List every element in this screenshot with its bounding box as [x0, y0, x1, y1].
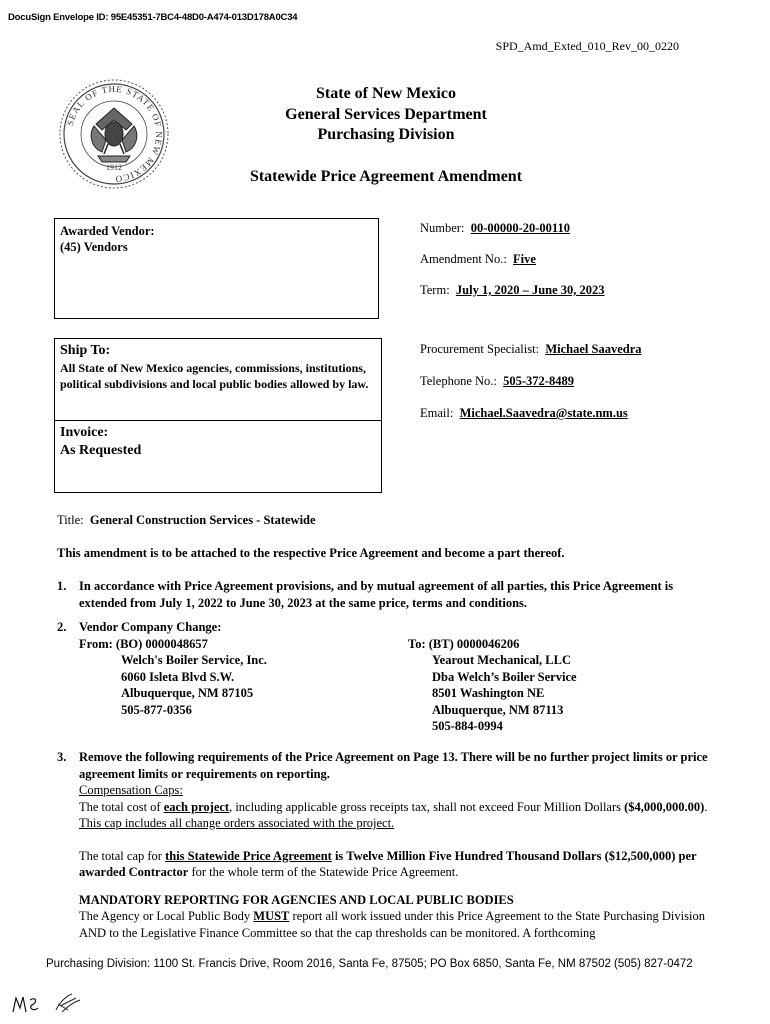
mandatory-reporting-heading: MANDATORY REPORTING FOR AGENCIES AND LOCAL PUBLIC BODIES — [79, 892, 514, 907]
telephone-value: 505-372-8489 — [503, 374, 574, 388]
number-label: Number: — [420, 221, 465, 235]
document-reference: SPD_Amd_Exted_010_Rev_00_0220 — [495, 39, 679, 53]
to-label: To: (BT) 0000046206 — [408, 636, 520, 651]
item-1-text: In accordance with Price Agreement provisions, and by mutual agreement of all parties, this Price Agreement is extended from July 1, 2022 to June 30, 2023 at the same price, terms and conditions. — [79, 579, 674, 610]
header-state: State of New Mexico — [316, 85, 456, 102]
item-2-number: 2. — [57, 620, 67, 634]
invoice-label: Invoice: — [60, 425, 109, 440]
telephone — [420, 374, 574, 389]
awarded-vendor-label: Awarded Vendor: — [60, 224, 155, 238]
item-2 — [57, 619, 717, 736]
compensation-caps-heading: Compensation Caps: — [79, 783, 183, 797]
from-vendor — [79, 636, 267, 719]
from-line: Welch's Boiler Service, Inc. — [121, 653, 267, 667]
email — [420, 406, 628, 421]
from-label: From: (BO) 0000048657 — [79, 636, 208, 651]
item-2-heading: Vendor Company Change: — [79, 620, 222, 634]
state-seal — [58, 78, 170, 190]
from-line: Albuquerque, NM 87105 — [121, 686, 254, 700]
header-department: General Services Department — [285, 105, 487, 123]
item-1 — [57, 578, 717, 611]
header-division: Purchasing Division — [317, 126, 455, 143]
term-label: Term: — [420, 283, 450, 297]
telephone-label: Telephone No.: — [420, 374, 497, 388]
agreement-title — [57, 513, 316, 528]
from-line: 505-877-0356 — [121, 702, 192, 717]
number-value: 00-00000-20-00110 — [470, 221, 570, 235]
awarded-vendor-box — [54, 218, 379, 319]
to-line: 8501 Washington NE — [432, 686, 545, 700]
to-line: 505-884-0994 — [432, 719, 503, 733]
intro-statement: This amendment is to be attached to the respective Price Agreement and become a part thereof. — [57, 546, 565, 560]
document-title: Statewide Price Agreement Amendment — [249, 168, 523, 185]
amendment-number — [420, 252, 536, 267]
page-header — [230, 84, 542, 146]
term-value: July 1, 2020 – June 30, 2023 — [455, 283, 605, 297]
item-3 — [57, 749, 717, 941]
specialist-label: Procurement Specialist: — [420, 342, 540, 356]
seal-year: 1912 — [106, 163, 122, 172]
agreement-number — [420, 221, 570, 236]
specialist-value: Michael Saavedra — [545, 342, 642, 356]
email-value[interactable]: Michael.Saavedra@state.nm.us — [459, 406, 628, 420]
page-footer: Purchasing Division: 1100 St. Francis Drive, Room 2016, Santa Fe, 87505; PO Box 6850, Santa Fe, NM 87502 (505) 827-0472 — [46, 958, 693, 970]
item-1-number: 1. — [57, 579, 67, 593]
to-vendor — [408, 636, 577, 735]
ship-to-label: Ship To: — [60, 343, 111, 358]
invoice-value: As Requested — [60, 443, 142, 458]
awarded-vendor-value: (45) Vendors — [60, 240, 128, 254]
procurement-specialist — [420, 342, 642, 357]
agreement-cap-paragraph: The total cap for this Statewide Price Agreement is Twelve Million Five Hundred Thousand Dollars ($12,500,000) per awarded Contractor for the whole term of the Statewide Price Agreement. — [79, 848, 697, 879]
item-3-text: Remove the following requirements of the Price Agreement on Page 13. There will be no further project limits or price agreement limits or requirements on reporting. — [79, 750, 708, 781]
to-line: Albuquerque, NM 87113 — [432, 702, 564, 717]
handwritten-initials — [10, 988, 90, 1018]
from-line: 6060 Isleta Blvd S.W. — [121, 669, 235, 684]
title-label: Title: — [57, 513, 84, 527]
seal-text: SEAL OF THE STATE OF NEW MEXICO — [64, 83, 165, 185]
to-line: Dba Welch’s Boiler Service — [432, 669, 577, 684]
docusign-envelope-id: DocuSign Envelope ID: 95E45351-7BC4-48D0-A474-013D178A0C34 — [8, 12, 298, 23]
agreement-term — [420, 283, 605, 298]
item-3-number: 3. — [57, 750, 67, 764]
to-line: Yearout Mechanical, LLC — [432, 653, 571, 667]
amendment-label: Amendment No.: — [420, 252, 507, 266]
project-cap-paragraph: The total cost of each project, including applicable gross receipts tax, shall not exceed Four Million Dollars ($4,000,000.00). This cap includes all change orders associated with the project. — [79, 799, 708, 830]
title-value: General Construction Services - Statewide — [89, 513, 316, 527]
mandatory-reporting-paragraph: The Agency or Local Public Body MUST report all work issued under this Price Agreement to the State Purchasing Division AND to the Legislative Finance Committee so that the cap thresholds can be monitored. A forthcoming — [79, 909, 705, 940]
ship-to-box — [54, 338, 382, 493]
ship-to-value: All State of New Mexico agencies, commissions, institutions, political subdivisions and local public bodies allowed by law. — [60, 361, 369, 391]
amendment-value: Five — [513, 252, 536, 266]
email-label: Email: — [420, 406, 454, 420]
